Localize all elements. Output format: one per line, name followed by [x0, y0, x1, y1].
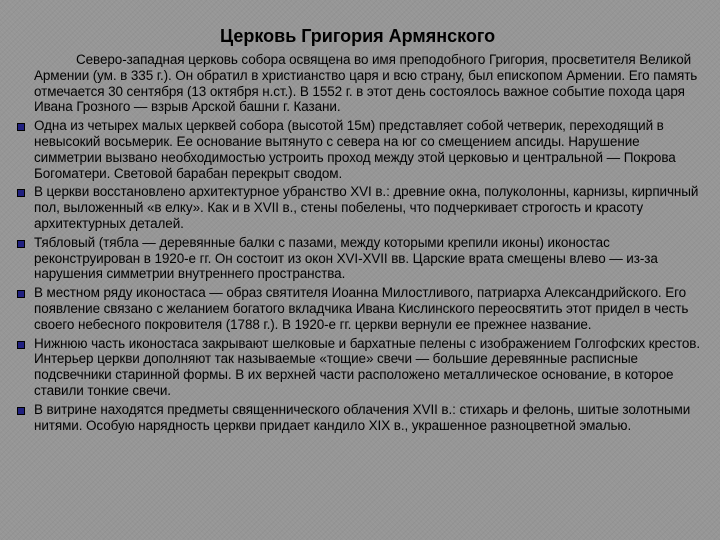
paragraph-text: Одна из четырех малых церквей собора (высотой 15м) представляет собой четверик, переходящий в невысокий восьмерик. Ее основание вытянуто с севера на юг со смещением апсиды. Нарушение симметрии вызвано необходимостью устроить проход между этой церковью и центральной — Покрова Богоматери. Световой барабан перекрыт сводом.	[34, 118, 676, 181]
paragraph-text: Северо-западная церковь собора освящена во имя преподобного Григория, просветителя Великой Армении (ум. в 335 г.). Он обратил в христианство царя и всю страну, был епископом Армении. Его память отмечается 30 сентября (13 октября н.ст.). В 1552 г. в этот день состоялось важное событие похода царя Ивана Грозного — взрыв Арской башни г. Казани.	[34, 52, 698, 115]
paragraph-structure	[16, 118, 710, 181]
paragraph-showcase	[16, 402, 710, 434]
paragraph-iconostasis	[16, 235, 710, 282]
paragraph-text: Тябловый (тябла — деревянные балки с пазами, между которыми крепили иконы) иконостас реконструирован в 1920-е гг. Он состоит из окон XVI-XVII вв. Царские врата смещены влево — из-за нарушения симметрии внутреннего пространства.	[34, 234, 658, 282]
paragraph-local-row	[16, 285, 710, 332]
bullet-icon	[17, 290, 25, 298]
bullet-icon	[17, 189, 25, 197]
bullet-icon	[17, 240, 25, 248]
paragraph-text: В витрине находятся предметы священнического облачения XVII в.: стихарь и фелонь, шитые золотными нитями. Особую нарядность церкви придает кандило XIX в., украшенное разноцветной эмалью.	[34, 401, 691, 433]
paragraph-text: В местном ряду иконостаса — образ святителя Иоанна Милостливого, патриарха Александрийского. Его появление связано с желанием богатого вкладчика Ивана Кислинского переосвятить этот придел в честь своего небесного покровителя (1788 г.). В 1920-е гг. церкви вернули ее прежнее название.	[34, 285, 689, 332]
bullet-icon	[17, 123, 25, 131]
paragraph-interior	[16, 336, 710, 399]
bullet-icon	[17, 407, 25, 415]
paragraph-text: Нижнюю часть иконостаса закрывают шелковые и бархатные пелены с изображением Голгофских крестов. Интерьер церкви дополняют так называемые «тощие» свечи — большие деревянные расписные подсвечники старинной формы. В их верхней части расположено металлическое основание, в которое ставили тонкие свечи.	[34, 335, 701, 398]
slide-content	[16, 52, 710, 436]
paragraph-text: В церкви восстановлено архитектурное убранство XVI в.: древние окна, полуколонны, карнизы, кирпичный пол, выложенный «в елку». Как и в XVII в., стены побелены, что подчеркивает строгость и красоту архитектурных деталей.	[34, 184, 699, 231]
paragraph-intro	[16, 52, 710, 115]
bullet-icon	[17, 341, 25, 349]
slide-title: Церковь Григория Армянского	[220, 26, 496, 46]
paragraph-decor	[16, 184, 710, 231]
